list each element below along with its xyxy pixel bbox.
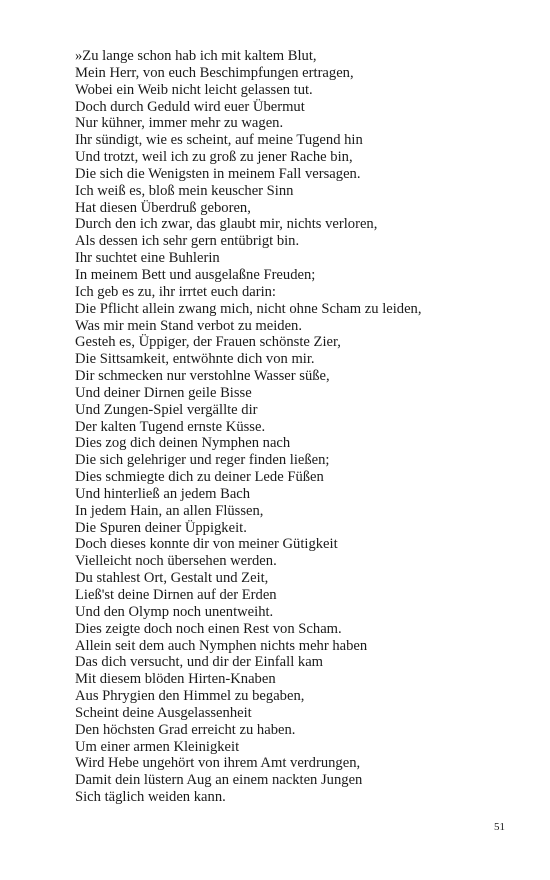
poem-line: Dir schmecken nur verstohlne Wasser süße, [75,368,330,385]
poem-line: Durch den ich zwar, das glaubt mir, nichts verloren, [75,216,378,233]
poem-line: Damit dein lüstern Aug an einem nackten Jungen [75,772,363,789]
poem-line: Dies zog dich deinen Nymphen nach [75,435,291,452]
poem-line: Wird Hebe ungehört von ihrem Amt verdrungen, [75,755,361,772]
poem-line: Ich geb es zu, ihr irrtet euch darin: [75,283,276,300]
poem-line: Mein Herr, von euch Beschimpfungen ertragen, [75,64,354,81]
poem-line: Mit diesem blöden Hirten-Knaben [75,671,276,688]
poem-line: In meinem Bett und ausgelaßne Freuden; [75,266,316,283]
page-number: 51 [494,821,505,833]
poem-line: Aus Phrygien den Himmel zu begaben, [75,688,305,705]
poem-line: Doch dieses konnte dir von meiner Gütigkeit [75,536,338,553]
poem-line: Die Pflicht allein zwang mich, nicht ohne Scham zu leiden, [75,300,422,317]
poem-line: Hat diesen Überdruß geboren, [75,199,251,216]
poem-line: Und hinterließ an jedem Bach [75,485,251,502]
poem-line: Der kalten Tugend ernste Küsse. [75,418,266,435]
poem-line: »Zu lange schon hab ich mit kaltem Blut, [75,48,317,64]
poem-line: Allein seit dem auch Nymphen nichts mehr haben [75,637,368,654]
poem-text [75,48,515,806]
poem-line: Die Sittsamkeit, entwöhnte dich von mir. [75,351,315,368]
poem-line: Als dessen ich sehr gern entübrigt bin. [75,233,300,250]
poem-line: Du stahlest Ort, Gestalt und Zeit, [75,570,269,587]
poem-line: Die Spuren deiner Üppigkeit. [75,519,247,536]
poem-line: Um einer armen Kleinigkeit [75,738,240,755]
poem-line: Dies schmiegte dich zu deiner Lede Füßen [75,469,324,486]
poem-line: Ließ'st deine Dirnen auf der Erden [75,587,277,603]
poem-line: Doch durch Geduld wird euer Übermut [75,98,305,115]
poem-line: Und trotzt, weil ich zu groß zu jener Rache bin, [75,149,353,166]
poem-line: Und den Olymp noch unentweiht. [75,603,274,620]
poem-line: Die sich gelehriger und reger finden ließen; [75,452,330,469]
poem-line: Den höchsten Grad erreicht zu haben. [75,721,296,738]
poem-line: Dies zeigte doch noch einen Rest von Scham. [75,620,342,637]
poem-line: Scheint deine Ausgelassenheit [75,704,252,721]
poem-line: In jedem Hain, an allen Flüssen, [75,502,264,519]
poem-line: Was mir mein Stand verbot zu meiden. [75,317,303,334]
poem-line: Die sich die Wenigsten in meinem Fall versagen. [75,165,361,182]
poem-line: Und deiner Dirnen geile Bisse [75,384,252,401]
poem-line: Sich täglich weiden kann. [75,789,226,806]
poem-line: Und Zungen-Spiel vergällte dir [75,401,258,418]
poem-line: Nur kühner, immer mehr zu wagen. [75,115,284,132]
poem-line: Ihr suchtet eine Buhlerin [75,250,220,267]
poem-line: Wobei ein Weib nicht leicht gelassen tut. [75,81,313,98]
poem-line: Gesteh es, Üppiger, der Frauen schönste Zier, [75,334,341,351]
poem-line: Vielleicht noch übersehen werden. [75,553,277,570]
poem-line: Das dich versucht, und dir der Einfall kam [75,654,324,671]
poem-line: Ihr sündigt, wie es scheint, auf meine Tugend hin [75,132,363,149]
poem-line: Ich weiß es, bloß mein keuscher Sinn [75,182,294,199]
